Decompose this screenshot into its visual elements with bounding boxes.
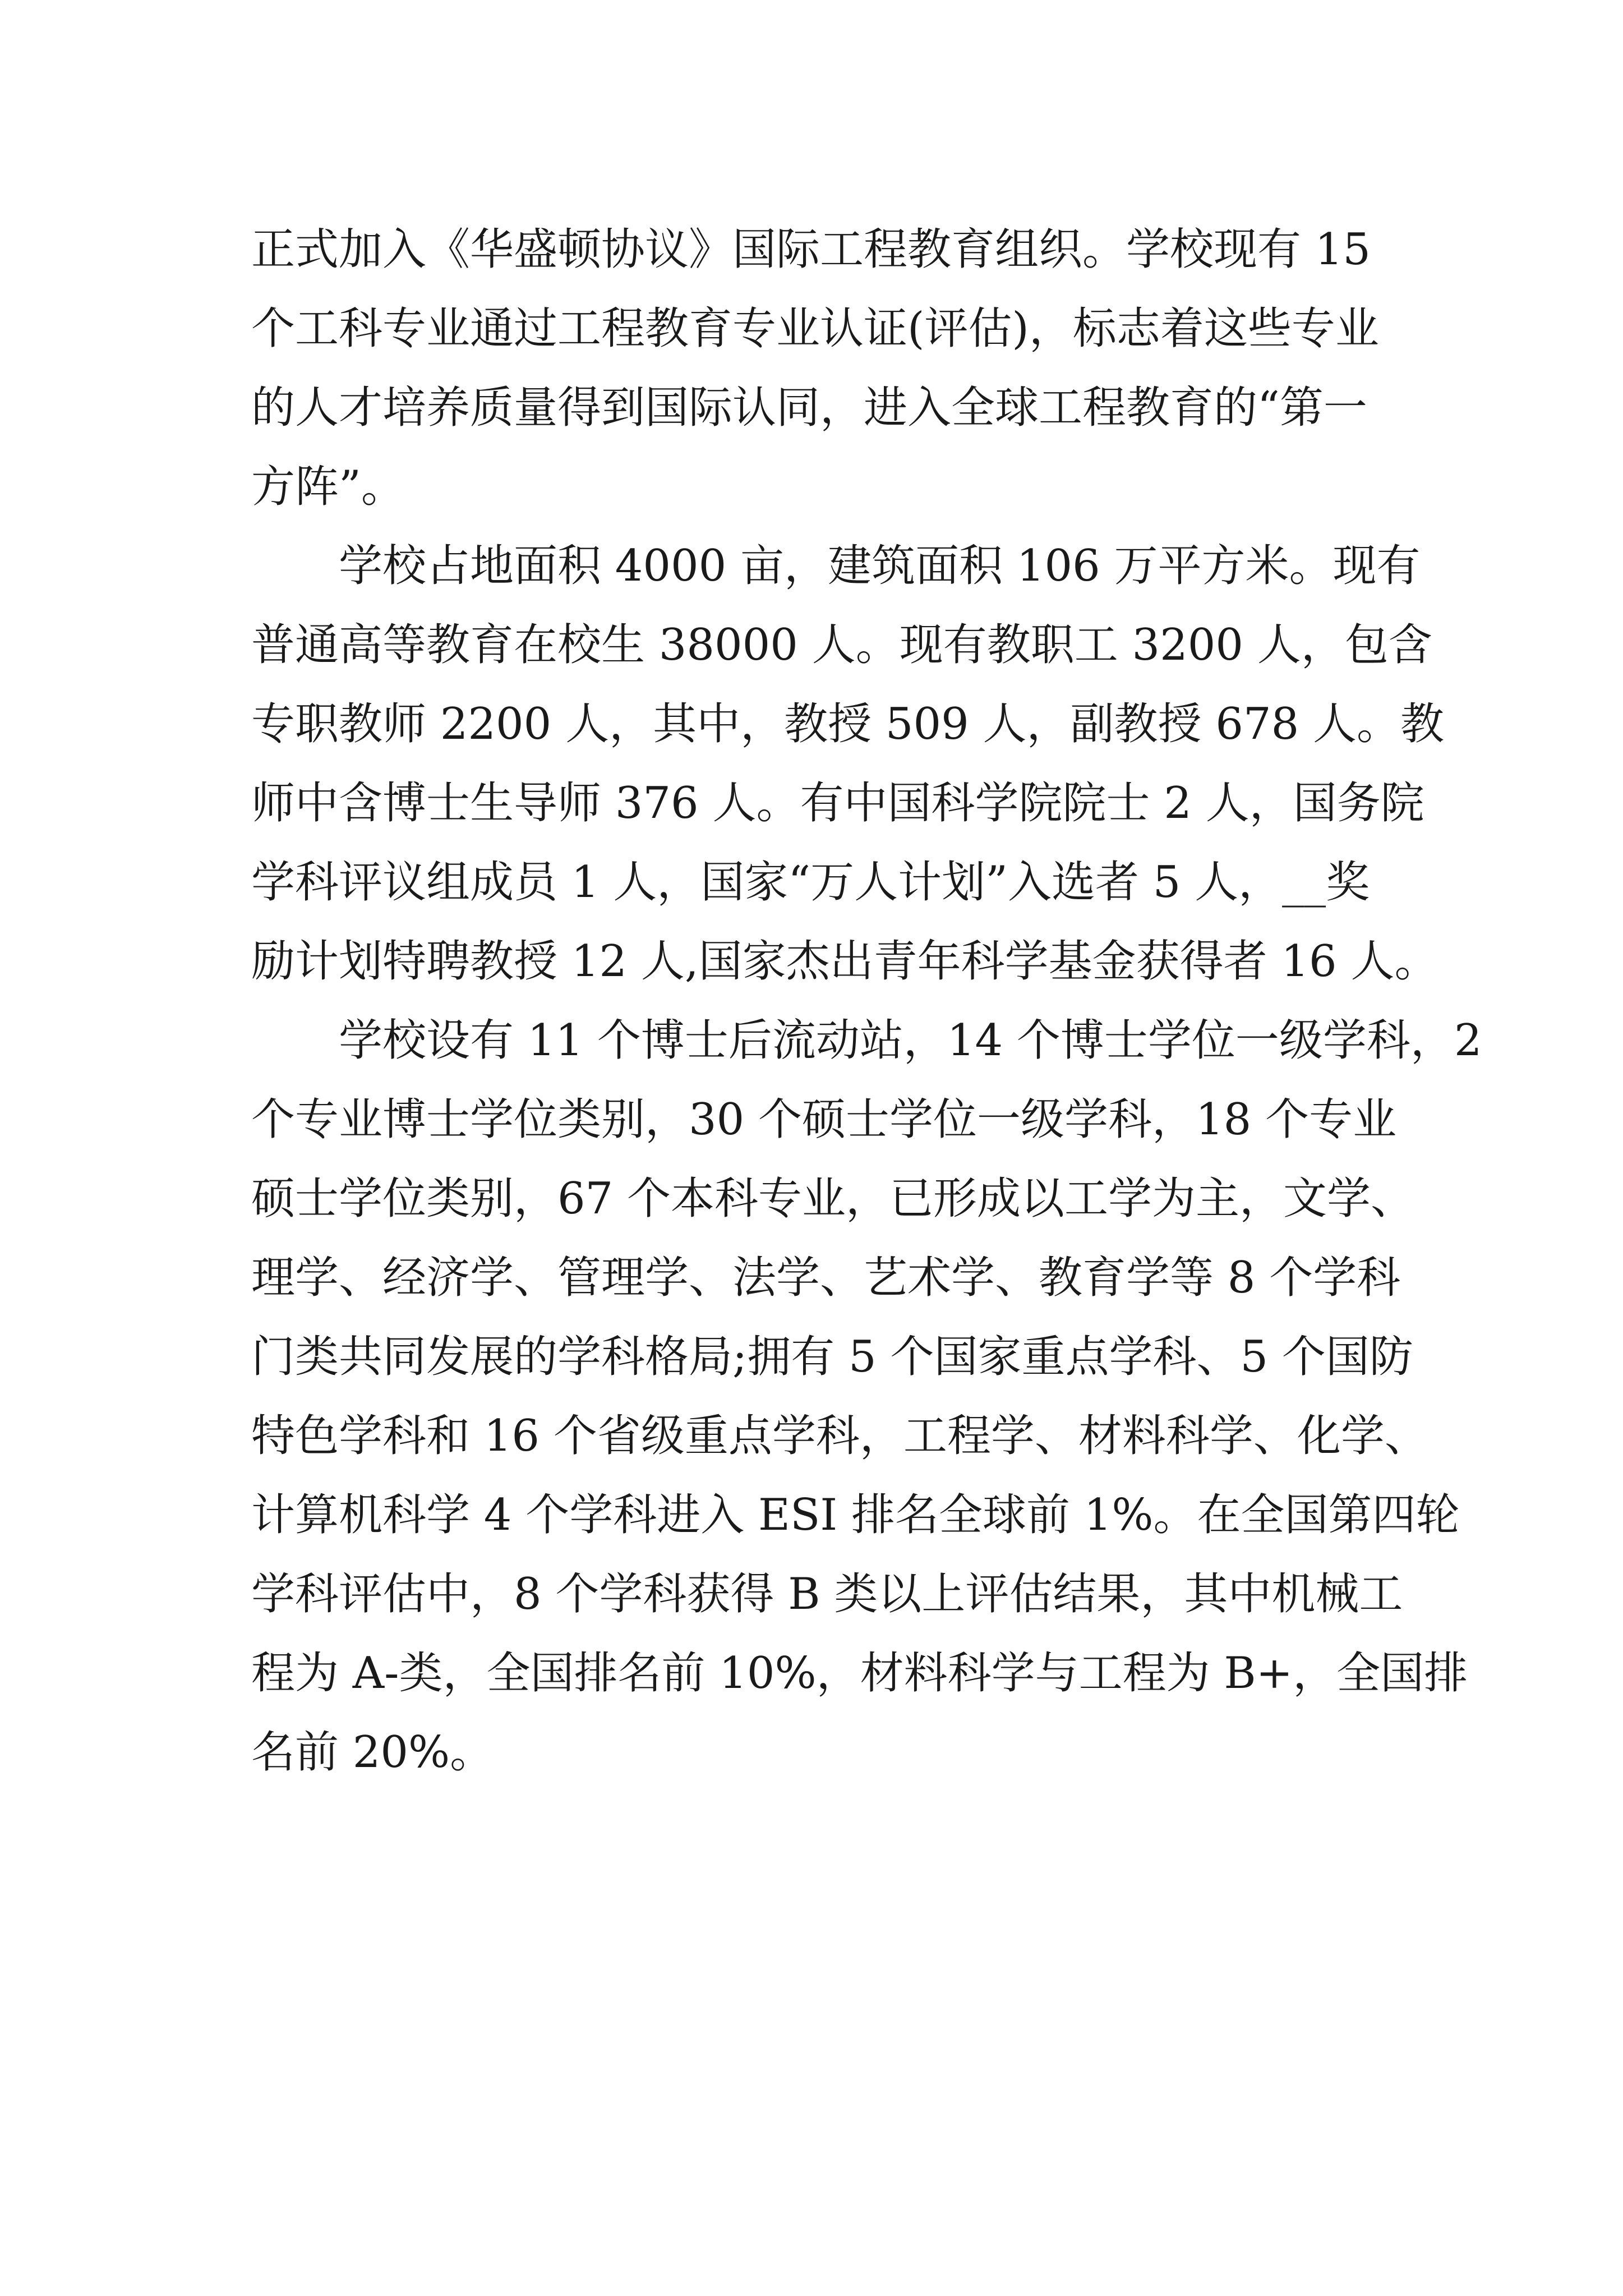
text-line: 的人才培养质量得到国际认同，进入全球工程教育的“第一 xyxy=(251,383,1367,433)
text-line: 特色学科和 16 个省级重点学科，工程学、材料科学、化学、 xyxy=(251,1411,1428,1461)
text-line: 学校占地面积 4000 亩，建筑面积 106 万平方米。现有 xyxy=(251,541,1421,591)
paragraph-2 xyxy=(251,527,1445,1001)
text-line: 学科评估中，8 个学科获得 B 类以上评估结果，其中机械工 xyxy=(251,1569,1403,1619)
text-line: 师中含博士生导师 376 人。有中国科学院院士 2 人，国务院 xyxy=(251,778,1424,829)
text-line: 普通高等教育在校生 38000 人。现有教职工 3200 人，包含 xyxy=(251,620,1432,670)
text-line: 方阵”。 xyxy=(251,462,405,512)
document-body xyxy=(251,210,1482,1792)
text-line: 学科评议组成员 1 人，国家“万人计划”入选者 5 人，__奖 xyxy=(251,857,1370,908)
text-line: 名前 20%。 xyxy=(251,1727,494,1778)
text-line: 门类共同发展的学科格局;拥有 5 个国家重点学科、5 个国防 xyxy=(251,1332,1413,1382)
text-line: 程为 A-类，全国排名前 10%，材料科学与工程为 B+，全国排 xyxy=(251,1648,1468,1699)
text-line: 个专业博士学位类别，30 个硕士学位一级学科，18 个专业 xyxy=(251,1094,1397,1145)
paragraph-1 xyxy=(251,210,1429,527)
text-line: 理学、经济学、管理学、法学、艺术学、教育学等 8 个学科 xyxy=(251,1253,1401,1303)
text-line: 计算机科学 4 个学科进入 ESI 排名全球前 1%。在全国第四轮 xyxy=(251,1490,1460,1540)
text-line: 正式加入《华盛顿协议》国际工程教育组织。学校现有 15 xyxy=(251,224,1371,275)
paragraph-3 xyxy=(251,1001,1482,1792)
text-line: 励计划特聘教授 12 人,国家杰出青年科学基金获得者 16 人。 xyxy=(251,936,1438,987)
text-line: 学校设有 11 个博士后流动站，14 个博士学位一级学科，2 xyxy=(251,1015,1482,1066)
text-line: 硕士学位类别，67 个本科专业，已形成以工学为主，文学、 xyxy=(251,1174,1415,1224)
text-line: 专职教师 2200 人，其中，教授 509 人，副教授 678 人。教 xyxy=(251,699,1445,749)
text-line: 个工科专业通过工程教育专业认证(评估)，标志着这些专业 xyxy=(251,303,1379,354)
